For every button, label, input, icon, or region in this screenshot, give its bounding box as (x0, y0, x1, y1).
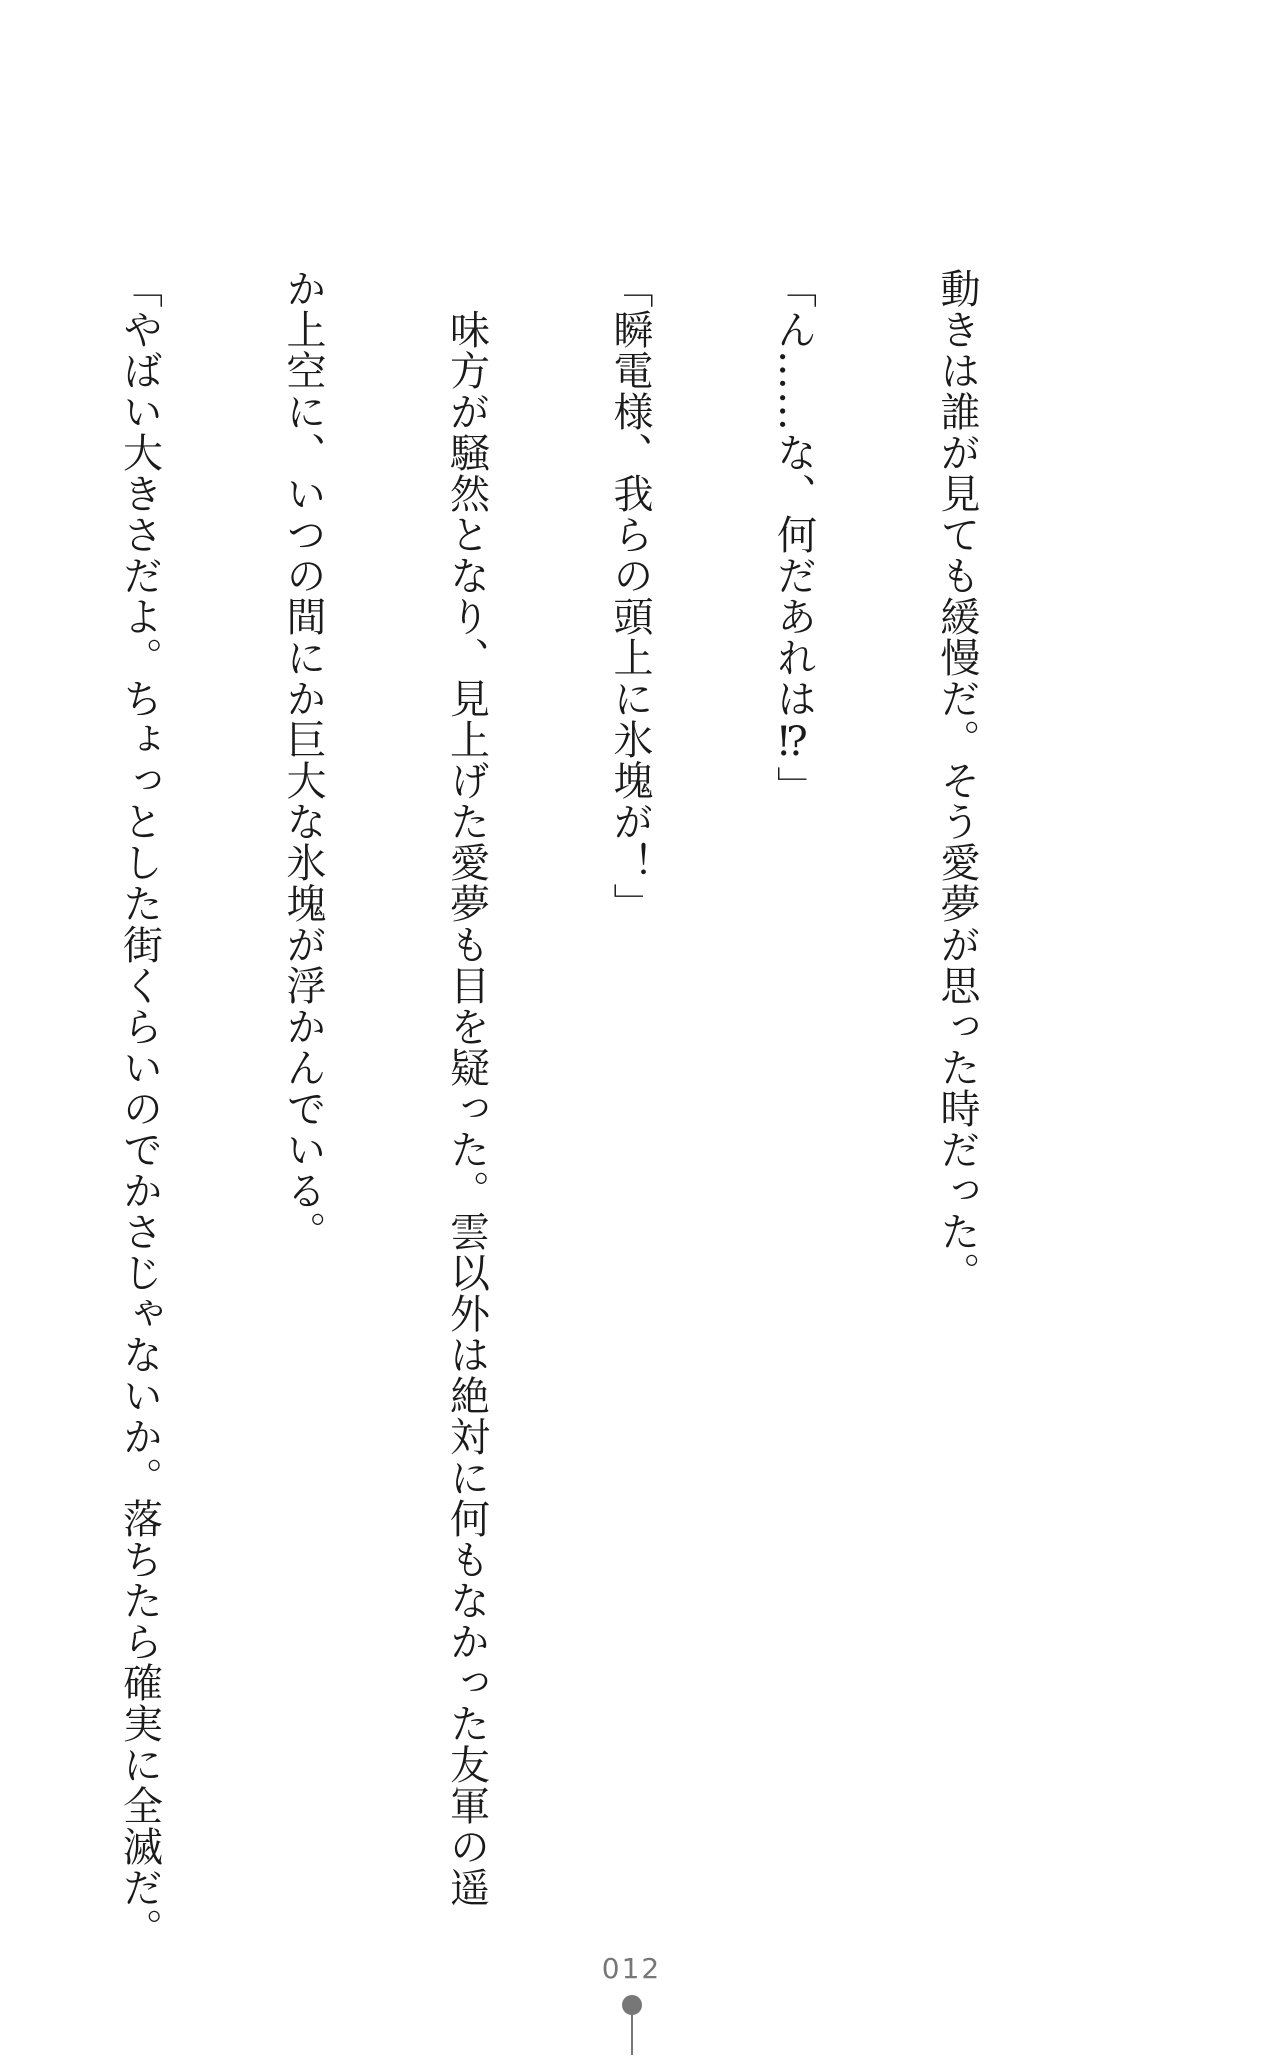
text-line: 「ん……な、何だあれは⁉」 (770, 268, 817, 807)
text-line: 「瞬電様、我らの頭上に氷塊が！」 (607, 268, 653, 924)
page-number: 012 (601, 1952, 662, 1985)
page-footer (0, 1952, 1263, 2055)
text-line (0, 268, 3, 1788)
text-line: か上空に、いつの間にか巨大な氷塊が浮かんでいる。 (280, 268, 326, 1252)
body-text (0, 268, 1093, 1949)
text-line: 味方が騒然となり、見上げた愛夢も目を疑った。雲以外は絶対に何もなかった友軍の遥 (443, 268, 490, 1908)
text-line: 動きは誰が見ても緩慢だ。そう愛夢が思った時だった。 (934, 268, 980, 1293)
page-marker-dot-icon (622, 1995, 642, 2015)
text-line: 「やばい大きさだよ。ちょっとした街くらいのでかさじゃないか。落ちたら確実に全滅だ。 (116, 268, 163, 1949)
page-marker-stem-icon (631, 2015, 633, 2055)
